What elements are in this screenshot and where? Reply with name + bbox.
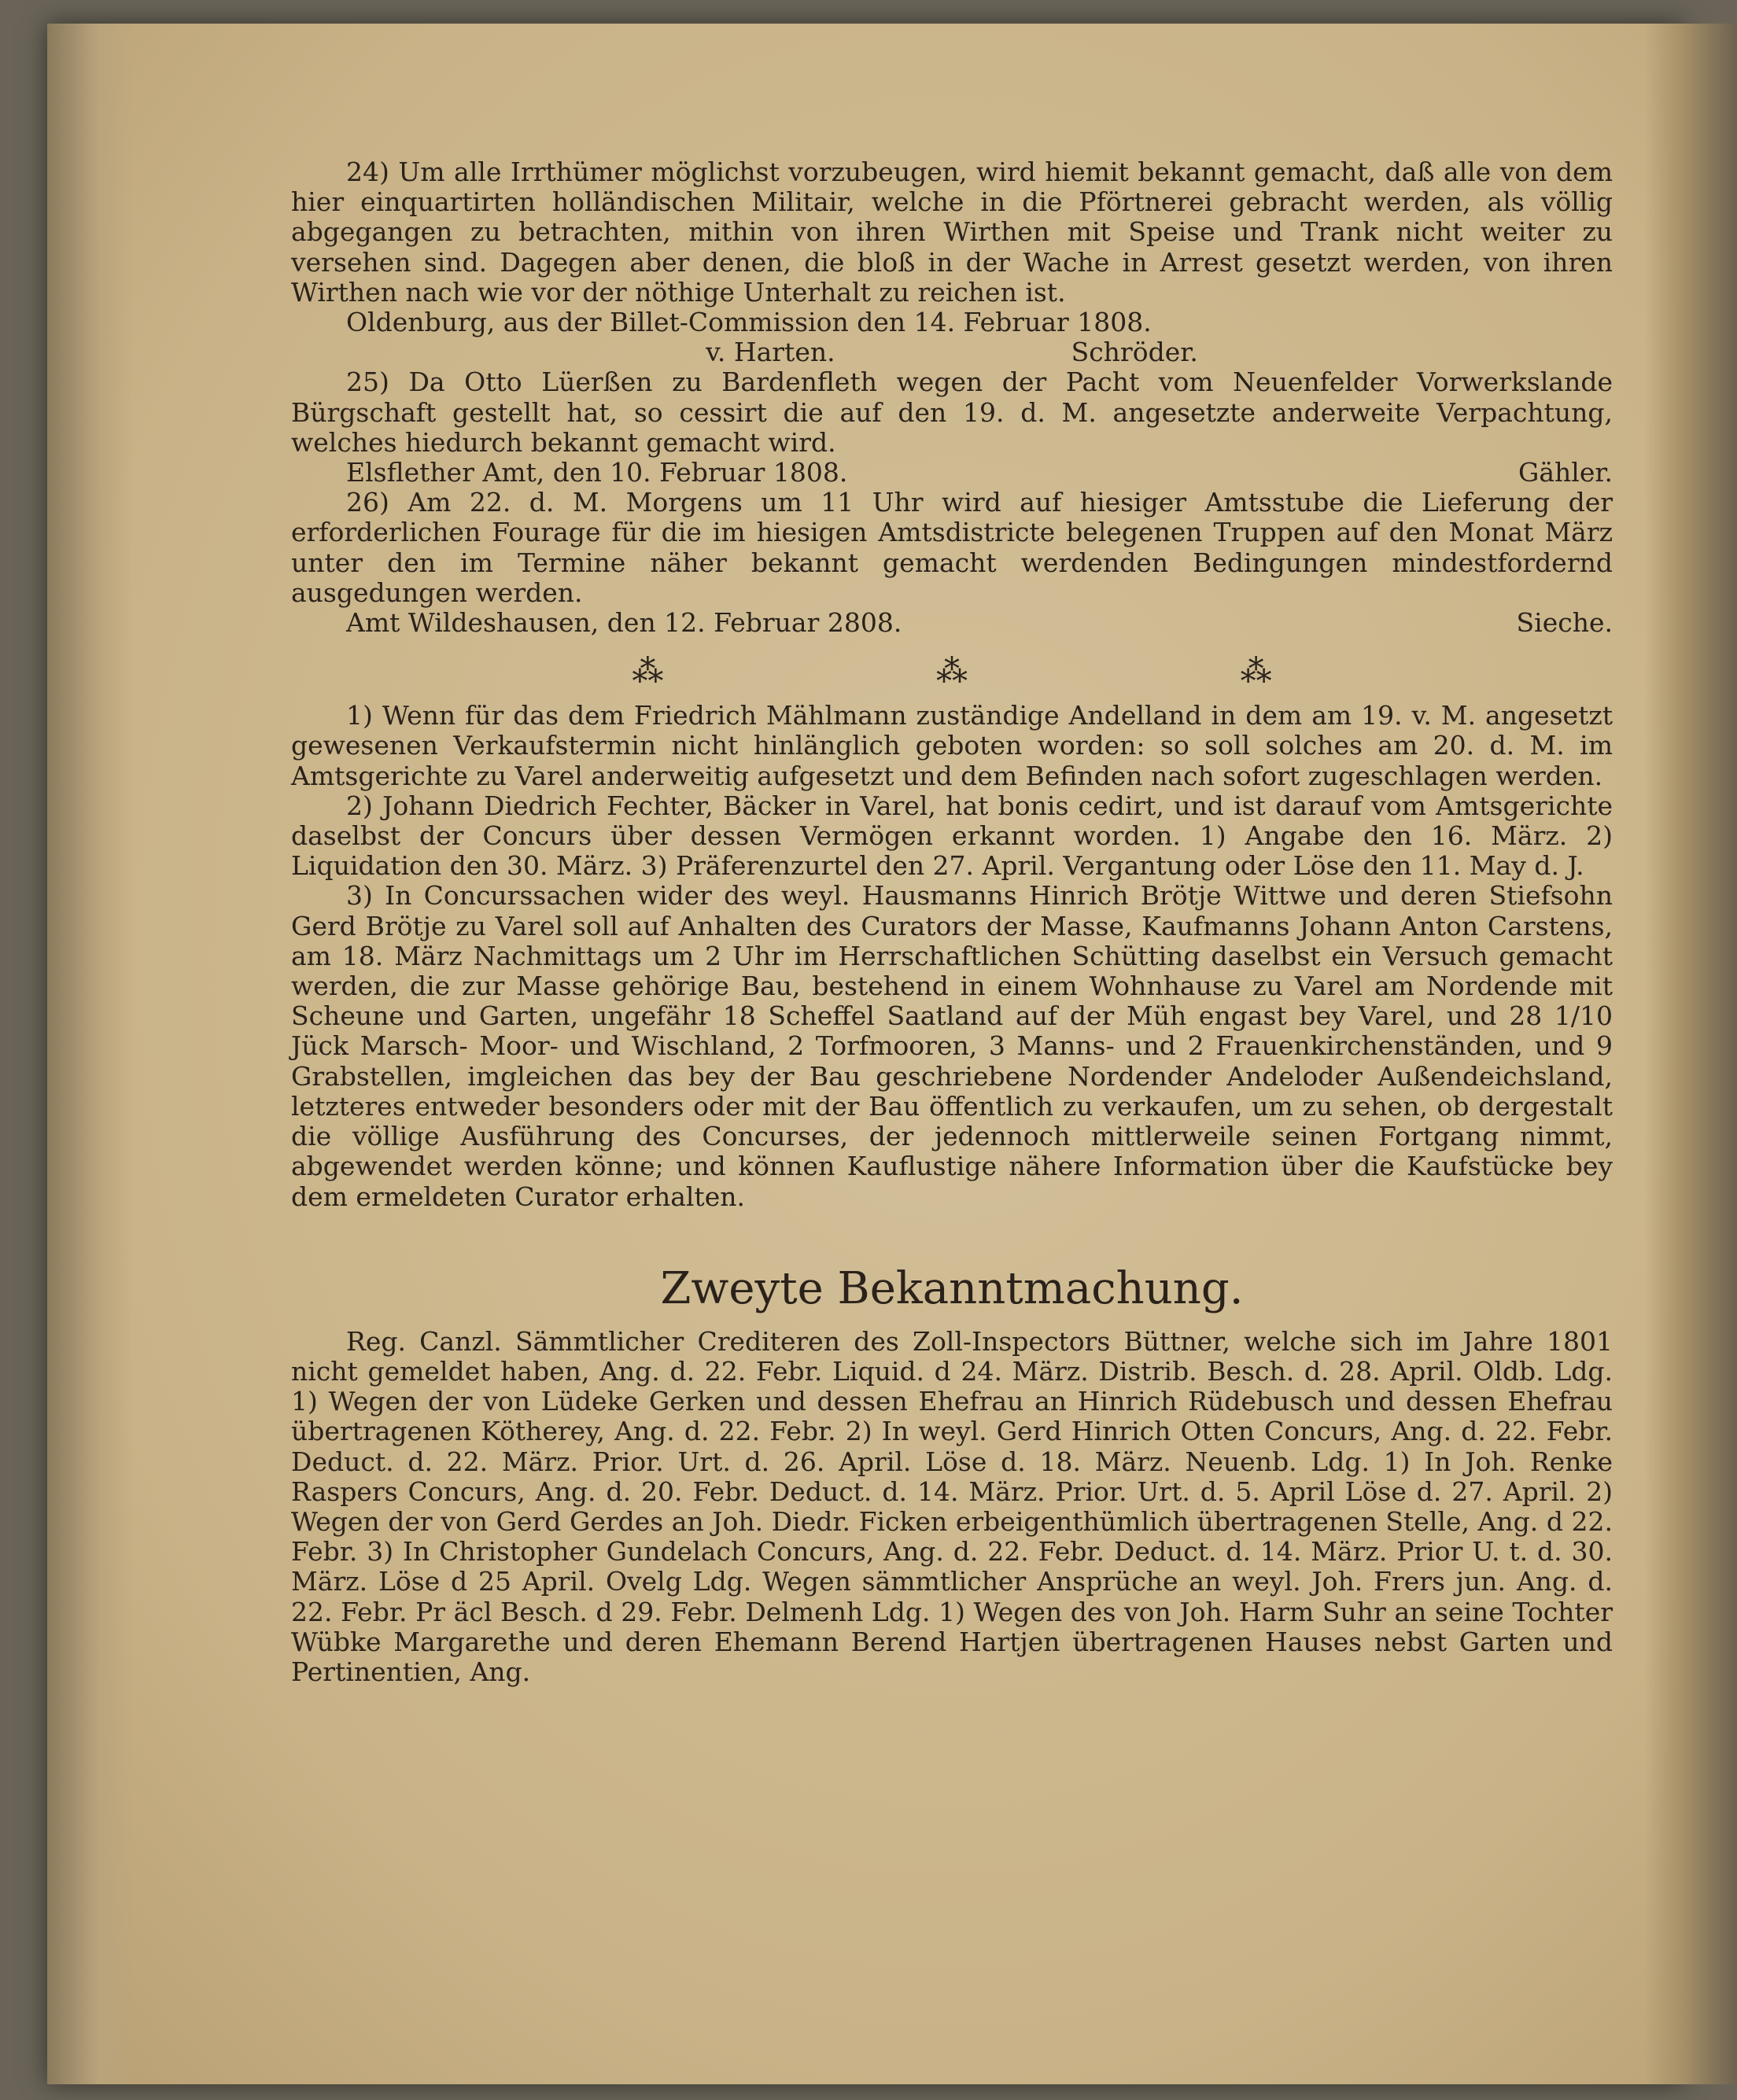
signature-harten: v. Harten.	[706, 337, 835, 368]
notice-varel-3: 3) In Concurssachen wider des weyl. Hausmanns Hinrich Brötje Wittwe und deren Stiefsohn Gerd Brötje zu Varel soll auf Anhalten des Curators der Masse, Kaufmanns Johann Anton Carstens, am 18. März Nachmittags um 2 Uhr im Herrschaftlichen Schütting daselbst ein Versuch gemacht werden, die zur Masse gehörige Bau, bestehend in einem Wohnhause zu Varel am Nordende mit Scheune und Garten, ungefähr 18 Scheffel Saatland auf der Müh engast bey Varel, und 28 1/10 Jück Marsch- Moor- und Wischland, 2 Torfmooren, 3 Manns- und 2 Frauenkirchenständen, und 9 Grabstellen, imgleichen das bey der Bau geschriebene Nordender Andeloder Außendeichsland, letzteres entweder besonders oder mit der Bau öffentlich zu verkaufen, um zu sehen, ob dergestalt die völlige Ausführung des Concurses, der jedennoch mittlerweile seinen Fortgang nimmt, abgewendet werden könne; und können Kauflustige nähere Information über die Kaufstücke bey dem ermeldeten Curator erhalten.	[291, 880, 1613, 1212]
second-announcement-text: Reg. Canzl. Sämmtlicher Crediteren des Zoll-Inspectors Büttner, welche sich im Jahre 1801 nicht gemeldet haben, Ang. d. 22. Febr. Liquid. d 24. März. Distrib. Besch. d. 28. April. Oldb. Ldg. 1) Wegen der von Lüdeke Gerken und dessen Ehefrau an Hinrich Rüdebusch und dessen Ehefrau übertragenen Kötherey, Ang. d. 22. Febr. 2) In weyl. Gerd Hinrich Otten Concurs, Ang. d. 22. Febr. Deduct. d. 22. März. Prior. Urt. d. 26. April. Löse d. 18. März. Neuenb. Ldg. 1) In Joh. Renke Raspers Concurs, Ang. d. 20. Febr. Deduct. d. 14. März. Prior. Urt. d. 5. April Löse d. 27. April. 2) Wegen der von Gerd Gerdes an Joh. Diedr. Ficken erbeigenthümlich übertragenen Stelle, Ang. d 22. Febr. 3) In Christopher Gundelach Concurs, Ang. d. 22. Febr. Deduct. d. 14. März. Prior U. t. d. 30. März. Löse d 25 April. Ovelg Ldg. Wegen sämmtlicher Ansprüche an weyl. Joh. Frers jun. Ang. d. 22. Febr. Pr äcl Besch. d 29. Febr. Delmenh Ldg. 1) Wegen des von Joh. Harm Suhr an seine Tochter Wübke Margarethe und deren Ehemann Berend Hartjen übertragenen Hauses nebst Garten und Pertinentien, Ang.	[291, 1325, 1613, 1687]
notice-26-place-date: Amt Wildeshausen, den 12. Februar 2808.	[346, 607, 902, 639]
notice-25-footer	[291, 458, 1613, 488]
signature-sieche: Sieche.	[1516, 607, 1613, 639]
signature-gaehler: Gähler.	[1518, 457, 1613, 488]
notice-26: 26) Am 22. d. M. Morgens um 11 Uhr wird auf hiesiger Amtsstube die Lieferung der erforderlichen Fourage für die im hiesigen Amtsdistricte belegenen Truppen auf den Monat März unter den im Termine näher bekannt gemacht werdenden Bedingungen mindestfordernd ausgedungen werden.	[291, 487, 1613, 608]
notice-24-place-date: Oldenburg, aus der Billet-Commission den 14. Februar 1808.	[346, 307, 1152, 338]
asterism-1: ⁂	[632, 654, 664, 691]
page-right-edge	[1644, 24, 1737, 2084]
notice-25-place-date: Elsflether Amt, den 10. Februar 1808.	[346, 457, 848, 488]
notice-varel-2: 2) Johann Diedrich Fechter, Bäcker in Varel, hat bonis cedirt, und ist darauf vom Amtsgerichte daselbst der Concurs über dessen Vermögen erkannt worden. 1) Angabe den 16. März. 2) Liquidation den 30. März. 3) Präferenzurtel den 27. April. Vergantung oder Löse den 11. May d. J.	[291, 790, 1613, 882]
asterism-2: ⁂	[935, 654, 968, 691]
notice-26-footer	[291, 608, 1613, 638]
signature-schroeder: Schröder.	[1071, 337, 1198, 368]
notice-24-signatures	[291, 337, 1613, 367]
page-gutter-shadow	[47, 24, 134, 2084]
notice-25: 25) Da Otto Lüerßen zu Bardenfleth wegen der Pacht vom Neuenfelder Vorwerkslande Bürgschaft gestellt hat, so cessirt die auf den 19. d. M. angesetzte anderweite Verpachtung, welches hiedurch bekannt gemacht wird.	[291, 367, 1613, 458]
page-text	[291, 157, 1613, 1687]
asterism-3: ⁂	[1240, 654, 1272, 691]
asterism-divider	[496, 654, 1408, 690]
notice-varel-1: 1) Wenn für das dem Friedrich Mählmann zuständige Andelland in dem am 19. v. M. angesetzt gewesenen Verkaufstermin nicht hinlänglich geboten worden: so soll solches am 20. d. M. im Amtsgerichte zu Varel anderweitig aufgesetzt und dem Befinden nach sofort zugeschlagen werden.	[291, 700, 1613, 791]
section-heading: Zweyte Bekanntmachung.	[660, 1262, 1244, 1314]
notice-24: 24) Um alle Irrthümer möglichst vorzubeugen, wird hiemit bekannt gemacht, daß alle von dem hier einquartirten holländischen Militair, welche in die Pförtnerei gebracht werden, als völlig abgegangen zu betrachten, mithin von ihren Wirthen mit Speise und Trank nicht weiter zu versehen sind. Dagegen aber denen, die bloß in der Wache in Arrest gesetzt werden, von ihren Wirthen nach wie vor der nöthige Unterhalt zu reichen ist.	[291, 157, 1613, 308]
